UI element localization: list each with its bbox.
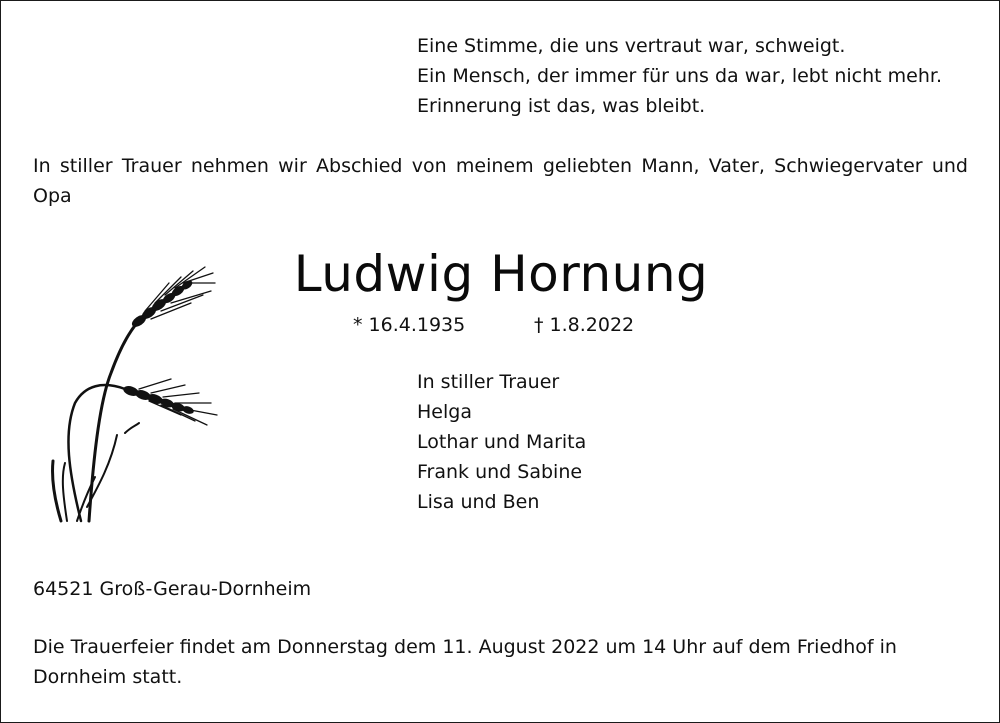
place-text: 64521 Groß-Gerau-Dornheim	[33, 578, 312, 600]
mourner-name: Frank und Sabine	[417, 461, 583, 483]
poem-line: Erinnerung ist das, was bleibt.	[417, 95, 706, 117]
poem-line: Ein Mensch, der immer für uns da war, lebt nicht mehr.	[417, 65, 942, 87]
death-date: † 1.8.2022	[534, 314, 635, 336]
birth-date: * 16.4.1935	[353, 314, 466, 336]
mourners-heading: In stiller Trauer	[417, 371, 560, 393]
deceased-name: Ludwig Hornung	[293, 245, 709, 303]
intro-text: In stiller Trauer nehmen wir Abschied von meinem geliebten Mann, Vater, Schwiegervater und Opa	[33, 155, 968, 207]
funeral-info: Die Trauerfeier findet am Donnerstag dem 11. August 2022 um 14 Uhr auf dem Friedhof in Dornheim statt.	[33, 636, 897, 688]
poem-line: Eine Stimme, die uns vertraut war, schweigt.	[417, 35, 846, 57]
mourner-name: Lothar und Marita	[417, 431, 587, 453]
mourner-name: Helga	[417, 401, 472, 423]
poem	[417, 31, 942, 121]
mourners-list	[417, 367, 586, 517]
mourner-name: Lisa und Ben	[417, 491, 540, 513]
